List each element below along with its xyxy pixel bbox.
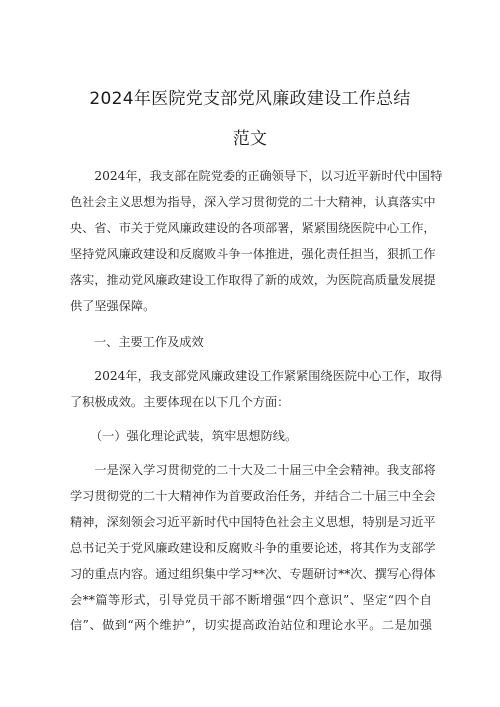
paragraph-line: 坚持党风廉政建设和反腐败斗争一体推进，强化责任担当，狠抓工作: [70, 246, 436, 261]
paragraph-line: 2024年，我支部在院党委的正确领导下，以习近平新时代中国特: [94, 169, 443, 183]
paragraph-line: 一是深入学习贯彻党的二十大及二十届三中全会精神。我支部将: [94, 463, 436, 477]
paragraph-line: 信”、做到“两个维护”，切实提高政治站位和理论水平。二是加强: [70, 618, 432, 633]
section1-paragraph: [70, 364, 443, 416]
sub1-paragraph: [70, 458, 436, 639]
paragraph-line: 供了坚强保障。: [70, 298, 156, 313]
paragraph-line: 总书记关于党风廉政建设和反腐败斗争的重要论述，将其作为支部学: [70, 540, 436, 555]
document-title-line1: 2024年医院党支部党风廉政建设工作总结: [89, 89, 411, 109]
paragraph-line: 2024年，我支部党风廉政建设工作紧紧围绕医院中心工作，取得: [94, 369, 443, 383]
paragraph-line: 会**篇等形式，引导党员干部不断增强“四个意识”、坚定“四个自: [70, 592, 432, 607]
document-title-line2: 范文: [232, 129, 268, 149]
intro-paragraph: [70, 164, 443, 319]
paragraph-line: 央、省、市关于党风廉政建设的各项部署，紧紧围绕医院中心工作，: [70, 220, 436, 235]
paragraph-line: 精神，深刻领会习近平新时代中国特色社会主义思想，特别是习近平: [70, 514, 436, 529]
paragraph-line: 学习贯彻党的二十大精神作为首要政治任务，并结合二十届三中全会: [70, 488, 436, 503]
paragraph-line: 了积极成效。主要体现在以下几个方面：: [70, 394, 290, 409]
paragraph-line: 色社会主义思想为指导，深入学习贯彻党的二十大精神，认真落实中: [70, 194, 436, 209]
sub1-heading: （一）强化理论武装，筑牢思想防线。: [90, 429, 298, 443]
paragraph-line: 习的重点内容。通过组织集中学习**次、专题研讨**次、撰写心得体: [70, 566, 436, 581]
paragraph-line: 落实，推动党风廉政建设工作取得了新的成效，为医院高质量发展提: [70, 272, 436, 287]
section1-heading: 一、主要工作及成效: [94, 335, 204, 349]
